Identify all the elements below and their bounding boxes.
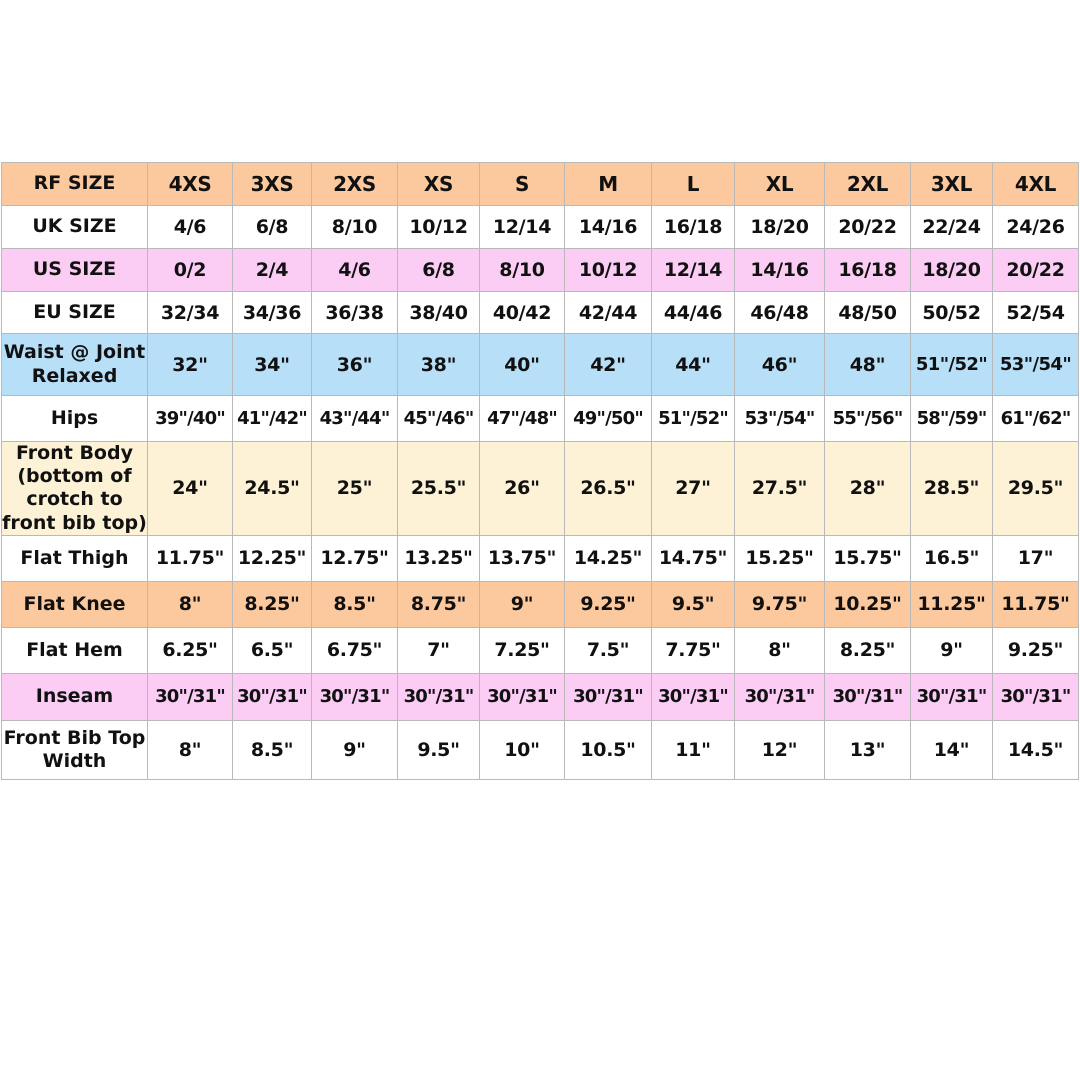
cell: 13" xyxy=(825,720,911,779)
cell: 61"/62" xyxy=(993,396,1079,442)
cell: 12/14 xyxy=(652,249,735,292)
cell: 44" xyxy=(652,334,735,396)
cell: 15.75" xyxy=(825,535,911,581)
row-label: RF SIZE xyxy=(2,163,148,206)
cell: 50/52 xyxy=(911,292,993,334)
cell: 52/54 xyxy=(993,292,1079,334)
cell: 12/14 xyxy=(480,206,565,249)
cell: 10/12 xyxy=(398,206,480,249)
cell: 9" xyxy=(312,720,398,779)
cell: 3XS xyxy=(233,163,312,206)
cell: 53"/54" xyxy=(993,334,1079,396)
cell: 6.25" xyxy=(148,627,233,673)
cell: 30"/31" xyxy=(312,673,398,720)
cell: 51"/52" xyxy=(911,334,993,396)
cell: 8.25" xyxy=(825,627,911,673)
cell: 0/2 xyxy=(148,249,233,292)
cell: 30"/31" xyxy=(233,673,312,720)
row-label: US SIZE xyxy=(2,249,148,292)
cell: 4/6 xyxy=(312,249,398,292)
cell: 7" xyxy=(398,627,480,673)
cell: 17" xyxy=(993,535,1079,581)
row-label: Front Body (bottom of crotch to front bib top) xyxy=(2,442,147,534)
cell: 27" xyxy=(652,442,735,536)
cell: 48" xyxy=(825,334,911,396)
cell: 46/48 xyxy=(735,292,825,334)
cell: 32/34 xyxy=(148,292,233,334)
cell: 8/10 xyxy=(312,206,398,249)
row-label: Hips xyxy=(2,396,148,442)
cell: 7.25" xyxy=(480,627,565,673)
cell: 28" xyxy=(825,442,911,536)
cell: 58"/59" xyxy=(911,396,993,442)
cell: 7.75" xyxy=(652,627,735,673)
cell: 11" xyxy=(652,720,735,779)
cell: 40/42 xyxy=(480,292,565,334)
table-row-eu-size xyxy=(2,292,1079,334)
table-row-flat-thigh xyxy=(2,535,1079,581)
cell: 11.75" xyxy=(993,581,1079,627)
cell: 49"/50" xyxy=(565,396,652,442)
cell: 9.25" xyxy=(993,627,1079,673)
row-label: UK SIZE xyxy=(2,206,148,249)
cell: 9" xyxy=(480,581,565,627)
cell: 24.5" xyxy=(233,442,312,536)
cell: 30"/31" xyxy=(398,673,480,720)
table-row-uk-size xyxy=(2,206,1079,249)
cell: 7.5" xyxy=(565,627,652,673)
cell: 2XL xyxy=(825,163,911,206)
cell: 14" xyxy=(911,720,993,779)
table-row-hips xyxy=(2,396,1079,442)
cell: 34" xyxy=(233,334,312,396)
cell: 2/4 xyxy=(233,249,312,292)
cell: 47"/48" xyxy=(480,396,565,442)
cell: 16/18 xyxy=(825,249,911,292)
cell: 36/38 xyxy=(312,292,398,334)
cell: 55"/56" xyxy=(825,396,911,442)
cell: 10/12 xyxy=(565,249,652,292)
cell: 26.5" xyxy=(565,442,652,536)
row-label: Waist @ Joint Relaxed xyxy=(2,334,148,396)
cell: 6.5" xyxy=(233,627,312,673)
table-row-rf-size xyxy=(2,163,1079,206)
table-row-waist xyxy=(2,334,1079,396)
cell: 12.25" xyxy=(233,535,312,581)
cell: 34/36 xyxy=(233,292,312,334)
cell: 11.75" xyxy=(148,535,233,581)
cell: 13.75" xyxy=(480,535,565,581)
cell: 46" xyxy=(735,334,825,396)
table-row-flat-knee xyxy=(2,581,1079,627)
size-chart-table xyxy=(1,162,1079,780)
cell: 3XL xyxy=(911,163,993,206)
cell: 6/8 xyxy=(233,206,312,249)
cell: 18/20 xyxy=(735,206,825,249)
cell: 25.5" xyxy=(398,442,480,536)
cell: 14.25" xyxy=(565,535,652,581)
cell: 10.25" xyxy=(825,581,911,627)
cell: S xyxy=(480,163,565,206)
row-label: Flat Knee xyxy=(2,581,148,627)
cell: 30"/31" xyxy=(652,673,735,720)
row-label: Inseam xyxy=(2,673,148,720)
cell: 4XS xyxy=(148,163,233,206)
cell: 25" xyxy=(312,442,398,536)
cell: 42/44 xyxy=(565,292,652,334)
cell: 24" xyxy=(148,442,233,536)
cell: 26" xyxy=(480,442,565,536)
cell: 44/46 xyxy=(652,292,735,334)
cell: 40" xyxy=(480,334,565,396)
cell: 53"/54" xyxy=(735,396,825,442)
cell: 10.5" xyxy=(565,720,652,779)
cell: 42" xyxy=(565,334,652,396)
cell: 18/20 xyxy=(911,249,993,292)
cell: 12" xyxy=(735,720,825,779)
table-row-front-bib-top-width xyxy=(2,720,1079,779)
cell: 39"/40" xyxy=(148,396,233,442)
cell: 30"/31" xyxy=(911,673,993,720)
cell: 13.25" xyxy=(398,535,480,581)
cell: 6/8 xyxy=(398,249,480,292)
cell: 14/16 xyxy=(735,249,825,292)
cell: 41"/42" xyxy=(233,396,312,442)
cell: 14/16 xyxy=(565,206,652,249)
row-label: EU SIZE xyxy=(2,292,148,334)
cell: 4XL xyxy=(993,163,1079,206)
cell: 29.5" xyxy=(993,442,1079,536)
cell: 9.5" xyxy=(652,581,735,627)
cell: 9.25" xyxy=(565,581,652,627)
cell: 12.75" xyxy=(312,535,398,581)
cell: 30"/31" xyxy=(825,673,911,720)
cell: 16.5" xyxy=(911,535,993,581)
cell: 30"/31" xyxy=(993,673,1079,720)
cell: 16/18 xyxy=(652,206,735,249)
cell: 9.5" xyxy=(398,720,480,779)
cell: 9.75" xyxy=(735,581,825,627)
row-label: Flat Hem xyxy=(2,627,148,673)
cell: 27.5" xyxy=(735,442,825,536)
cell: 22/24 xyxy=(911,206,993,249)
table-row-inseam xyxy=(2,673,1079,720)
cell: 28.5" xyxy=(911,442,993,536)
cell: 9" xyxy=(911,627,993,673)
cell: 32" xyxy=(148,334,233,396)
cell: 8" xyxy=(735,627,825,673)
cell: 20/22 xyxy=(825,206,911,249)
cell: 8/10 xyxy=(480,249,565,292)
cell: 8.5" xyxy=(233,720,312,779)
cell: 10" xyxy=(480,720,565,779)
cell: 15.25" xyxy=(735,535,825,581)
cell: 8" xyxy=(148,720,233,779)
cell: M xyxy=(565,163,652,206)
cell: 8.25" xyxy=(233,581,312,627)
row-label: Front Bib Top Width xyxy=(2,720,148,779)
cell: XS xyxy=(398,163,480,206)
cell: 20/22 xyxy=(993,249,1079,292)
cell: 14.75" xyxy=(652,535,735,581)
cell: XL xyxy=(735,163,825,206)
cell: 8" xyxy=(148,581,233,627)
cell: 4/6 xyxy=(148,206,233,249)
cell: 30"/31" xyxy=(565,673,652,720)
table-row-flat-hem xyxy=(2,627,1079,673)
row-label: Flat Thigh xyxy=(2,535,148,581)
cell: 38" xyxy=(398,334,480,396)
cell: 51"/52" xyxy=(652,396,735,442)
cell: 2XS xyxy=(312,163,398,206)
table-row-us-size xyxy=(2,249,1079,292)
cell: 8.75" xyxy=(398,581,480,627)
cell: 11.25" xyxy=(911,581,993,627)
cell: 43"/44" xyxy=(312,396,398,442)
cell: 24/26 xyxy=(993,206,1079,249)
cell: L xyxy=(652,163,735,206)
table-row-front-body xyxy=(2,442,1079,536)
cell: 45"/46" xyxy=(398,396,480,442)
cell: 48/50 xyxy=(825,292,911,334)
cell: 14.5" xyxy=(993,720,1079,779)
cell: 30"/31" xyxy=(735,673,825,720)
cell: 30"/31" xyxy=(148,673,233,720)
cell: 30"/31" xyxy=(480,673,565,720)
cell: 36" xyxy=(312,334,398,396)
cell: 38/40 xyxy=(398,292,480,334)
cell: 8.5" xyxy=(312,581,398,627)
cell: 6.75" xyxy=(312,627,398,673)
